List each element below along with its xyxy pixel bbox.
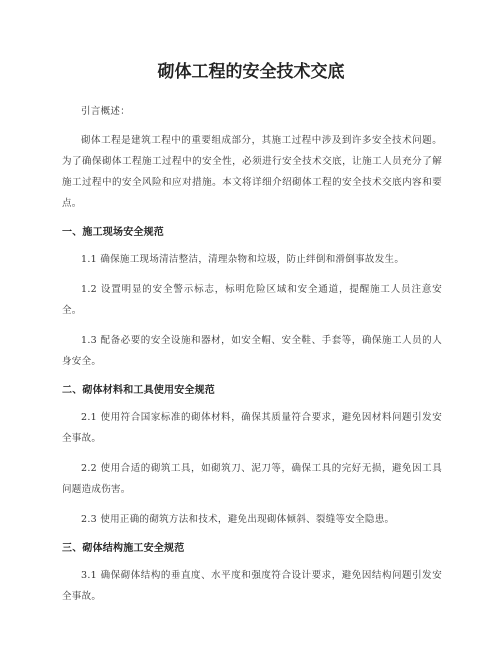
section-item: 2.1 使用符合国家标准的砌体材料，确保其质量符合要求，避免因材料问题引发安全事故。 [62, 412, 442, 444]
section-item: 1.1 确保施工现场清洁整洁，清理杂物和垃圾，防止绊倒和滑倒事故发生。 [81, 254, 405, 265]
section-item: 2.2 使用合适的砌筑工具，如砌筑刀、泥刀等，确保工具的完好无损，避免因工具问题造成伤害。 [62, 463, 442, 495]
intro-label: 引言概述： [81, 106, 131, 117]
document-body [62, 101, 442, 616]
section-heading-structure: 三、砌体结构施工安全规范 [62, 543, 185, 554]
section-item: 3.1 确保砌体结构的垂直度、水平度和强度符合设计要求，避免因结构问题引发安全事故。 [62, 570, 442, 602]
section-heading-materials-tools: 二、砌体材料和工具使用安全规范 [62, 385, 215, 396]
section-item: 1.3 配备必要的安全设施和器材，如安全帽、安全鞋、手套等，确保施工人员的人身安全。 [62, 335, 442, 367]
section-item: 1.2 设置明显的安全警示标志，标明危险区域和安全通道，提醒施工人员注意安全。 [62, 284, 442, 316]
document-title: 砌体工程的安全技术交底 [157, 62, 345, 82]
section-item: 2.3 使用正确的砌筑方法和技术，避免出现砌体倾斜、裂缝等安全隐患。 [81, 514, 395, 525]
intro-paragraph: 砌体工程是建筑工程中的重要组成部分，其施工过程中涉及到许多安全技术问题。为了确保砌体工程施工过程中的安全性，必须进行安全技术交底，让施工人员充分了解施工过程中的安全风险和应对措施。本文将详细介绍砌体工程的安全技术交底内容和要点。 [62, 135, 442, 209]
section-heading-site-safety: 一、施工现场安全规范 [62, 227, 164, 238]
